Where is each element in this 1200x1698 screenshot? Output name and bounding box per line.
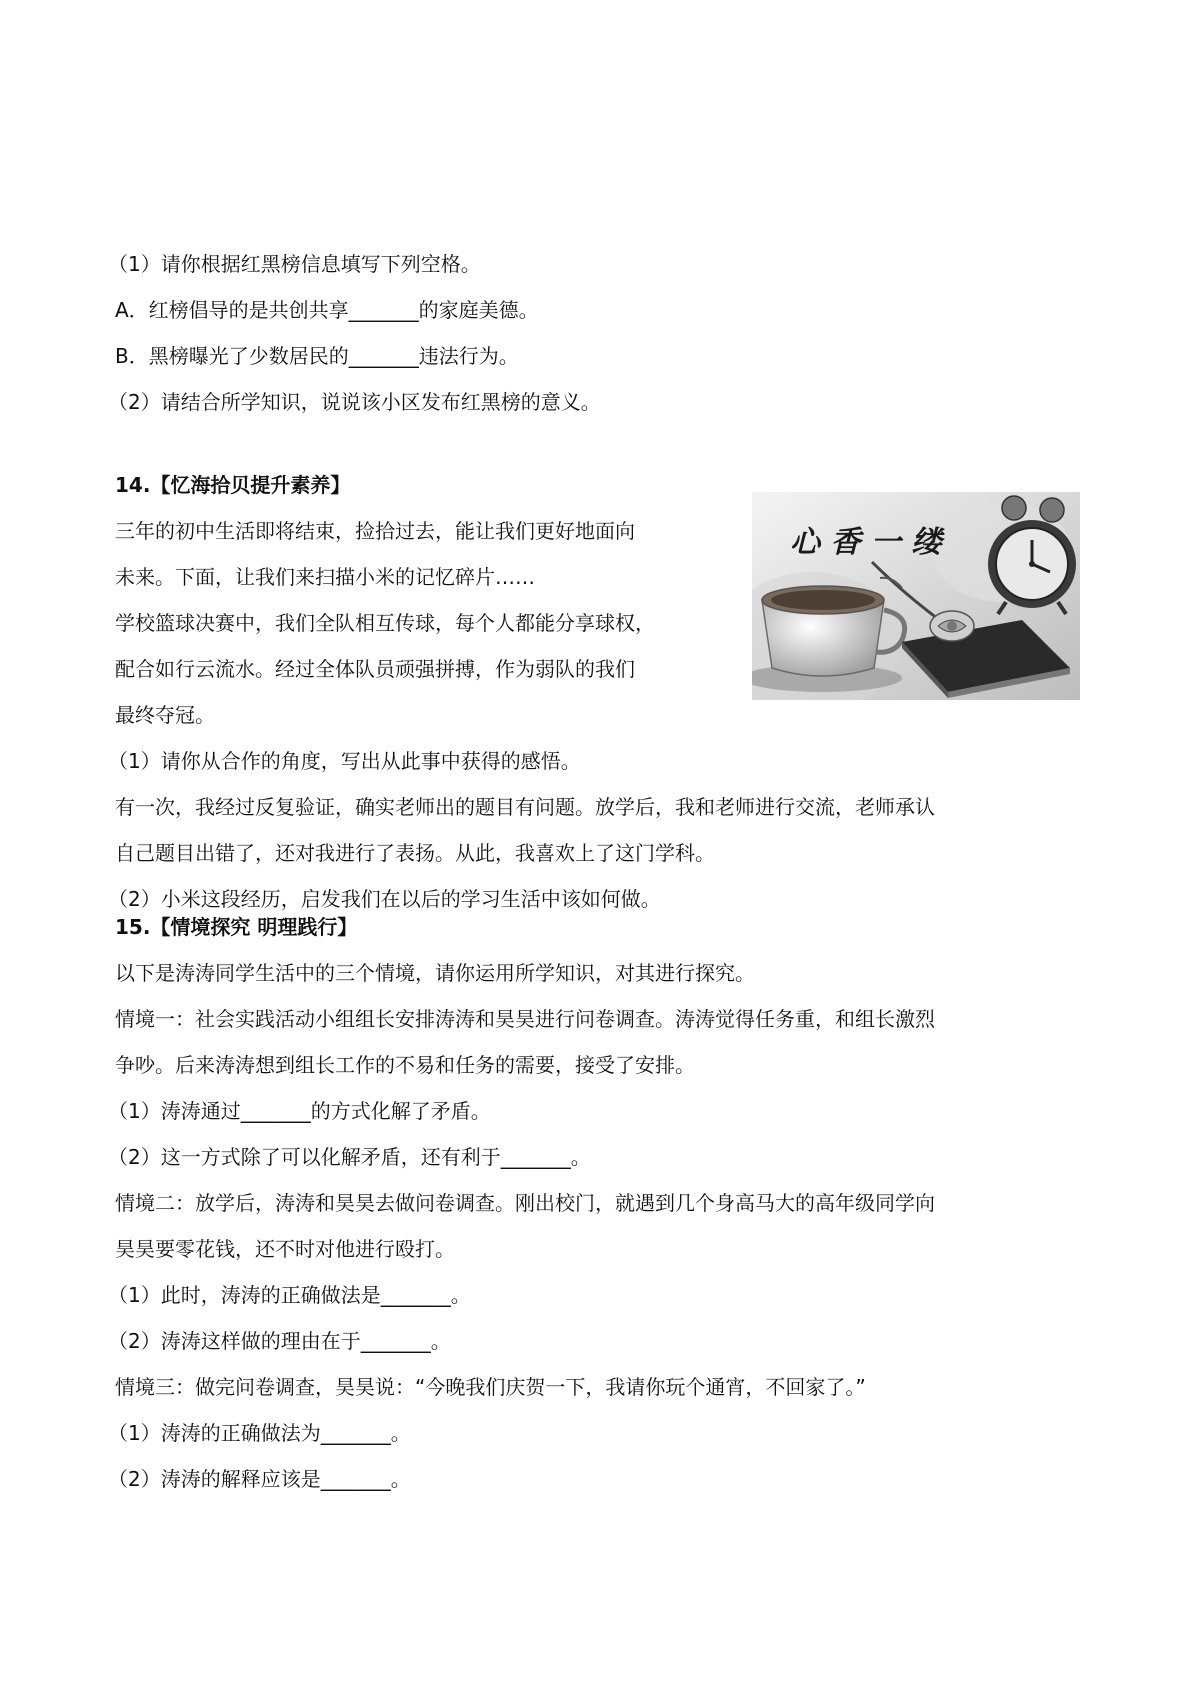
q14-story1-line1: 学校篮球决赛中，我们全队相互传球，每个人都能分享球权， bbox=[115, 611, 655, 635]
q15-scenario3-question1: （1）涛涛的正确做法为_______。 bbox=[108, 1421, 411, 1445]
q15-intro: 以下是涛涛同学生活中的三个情境，请你运用所学知识，对其进行探究。 bbox=[115, 961, 755, 985]
q13-part2-prompt: （2）请结合所学知识，说说该小区发布红黑榜的意义。 bbox=[108, 390, 601, 414]
q15-title: 15.【情境探究 明理践行】 bbox=[115, 915, 358, 939]
q14-story2-line2: 自己题目出错了，还对我进行了表扬。从此，我喜欢上了这门学科。 bbox=[115, 841, 715, 865]
q14-intro-line2: 未来。下面，让我们来扫描小米的记忆碎片…… bbox=[115, 565, 535, 589]
q15-scenario2-question2: （2）涛涛这样做的理由在于_______。 bbox=[108, 1329, 451, 1353]
q15-scenario2-question1: （1）此时，涛涛的正确做法是_______。 bbox=[108, 1283, 471, 1307]
q14-question1: （1）请你从合作的角度，写出从此事中获得的感悟。 bbox=[108, 749, 581, 773]
q15-scenario1-question1: （1）涛涛通过_______的方式化解了矛盾。 bbox=[108, 1099, 491, 1123]
q14-title: 14.【忆海拾贝提升素养】 bbox=[115, 473, 351, 497]
q15-scenario3-line1: 情境三：做完问卷调查，昊昊说：“今晚我们庆贺一下，我请你玩个通宵，不回家了。” bbox=[115, 1375, 866, 1399]
q13-part1-prompt: （1）请你根据红黑榜信息填写下列空格。 bbox=[108, 252, 481, 276]
q15-scenario1-question2: （2）这一方式除了可以化解矛盾，还有利于_______。 bbox=[108, 1145, 591, 1169]
q14-story1-line3: 最终夺冠。 bbox=[115, 703, 215, 727]
q15-scenario1-line2: 争吵。后来涛涛想到组长工作的不易和任务的需要，接受了安排。 bbox=[115, 1053, 695, 1077]
teacup-rose-clock-illustration bbox=[752, 492, 1080, 700]
q13-item-a: A．红榜倡导的是共创共享_______的家庭美德。 bbox=[115, 298, 539, 322]
q15-scenario2-line1: 情境二：放学后，涛涛和昊昊去做问卷调查。刚出校门，就遇到几个身高马大的高年级同学向 bbox=[115, 1191, 935, 1215]
q14-question2: （2）小米这段经历，启发我们在以后的学习生活中该如何做。 bbox=[108, 887, 661, 911]
illustration-caption-text: 心 香 一 缕 bbox=[790, 525, 942, 560]
q15-scenario3-question2: （2）涛涛的解释应该是_______。 bbox=[108, 1467, 411, 1491]
q13-item-b: B．黑榜曝光了少数居民的_______违法行为。 bbox=[115, 344, 519, 368]
q15-scenario1-line1: 情境一：社会实践活动小组组长安排涛涛和昊昊进行问卷调查。涛涛觉得任务重，和组长激烈 bbox=[115, 1007, 935, 1031]
q14-story2-line1: 有一次，我经过反复验证，确实老师出的题目有问题。放学后，我和老师进行交流，老师承认 bbox=[115, 795, 935, 819]
q14-intro-line1: 三年的初中生活即将结束，捡拾过去，能让我们更好地面向 bbox=[115, 519, 635, 543]
q15-scenario2-line2: 昊昊要零花钱，还不时对他进行殴打。 bbox=[115, 1237, 455, 1261]
q14-story1-line2: 配合如行云流水。经过全体队员顽强拼搏，作为弱队的我们 bbox=[115, 657, 635, 681]
